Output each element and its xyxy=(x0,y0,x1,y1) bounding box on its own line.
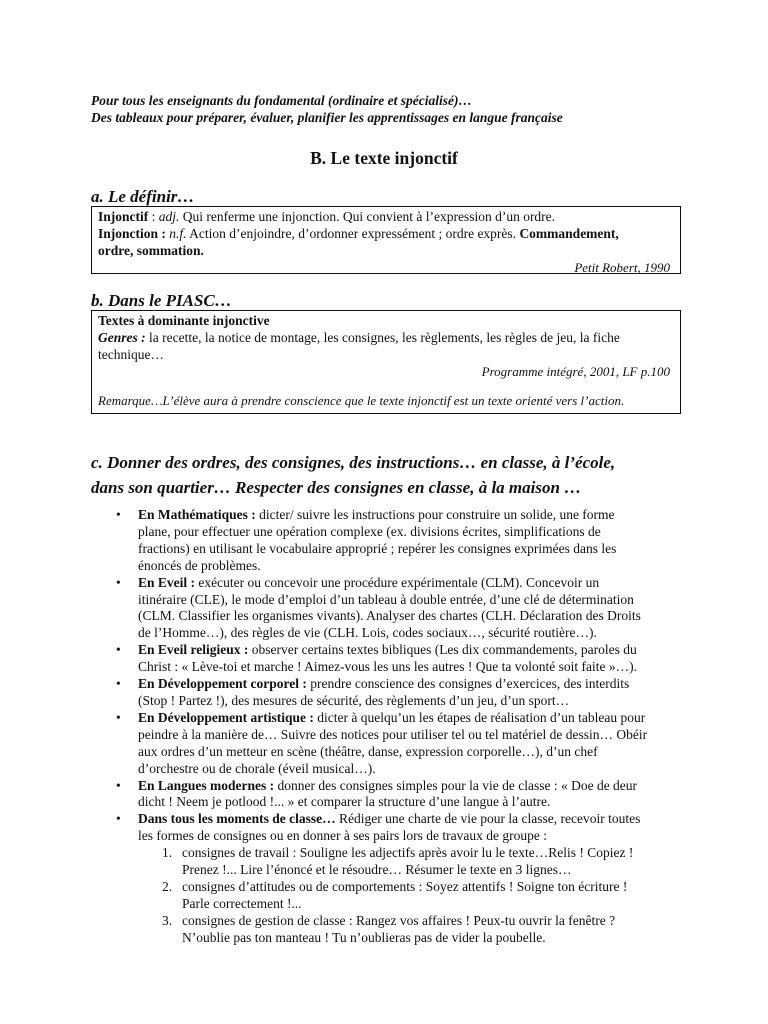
section-b-heading: b. Dans le PIASC… xyxy=(91,291,232,310)
item-label: En Mathématiques : xyxy=(138,507,256,522)
item-line: aux ordres d’un metteur en scène (théâtre, danse, expression corporelle…), d’un chef xyxy=(138,743,598,759)
subject-list xyxy=(116,507,683,947)
item-line: prendre conscience des consignes d’exercices, des interdits xyxy=(306,676,630,692)
section-c-heading xyxy=(91,450,691,500)
bullet-icon: • xyxy=(116,777,121,793)
item-line: donner des consignes simples pour la vie de classe : « Doe de deur xyxy=(274,777,638,793)
item-line: Rédiger une charte de vie pour la classe, recevoir toutes xyxy=(335,811,641,827)
item-line: itinéraire (CLE), le mode d’emploi d’un tableau à double entrée, d’une clé de détermination xyxy=(138,591,634,607)
intro-line-2: Des tableaux pour préparer, évaluer, planifier les apprentissages en langue française xyxy=(91,110,563,125)
def1-text: Qui renferme une injonction. Qui convient à l’expression d’un ordre. xyxy=(179,209,556,224)
bullet-icon: • xyxy=(116,811,121,827)
item-line: plane, pour effectuer une opération complexe (ex. divisions écrites, simplifications de xyxy=(138,523,601,539)
item-line: dicter à quelqu’un les étapes de réalisation d’un tableau pour xyxy=(313,709,646,725)
item-label: En Langues modernes : xyxy=(138,777,275,793)
item-line: peindre à la manière de… Suivre des notices pour utiliser tel ou tel matériel de dessin… Obéir xyxy=(138,726,648,742)
definition-injonction xyxy=(98,225,674,259)
list-item xyxy=(116,574,683,643)
bullet-icon: • xyxy=(116,507,121,522)
bullet-icon: • xyxy=(116,709,121,725)
item-label: En Développement artistique : xyxy=(138,709,314,725)
genres-label: Genres : xyxy=(98,330,146,345)
item-label: Dans tous les moments de classe… xyxy=(138,811,336,827)
section-c-heading-line-2: dans son quartier… Respecter des consignes en classe, à la maison … xyxy=(91,478,582,497)
list-item xyxy=(116,811,683,946)
item-line: fractions) en utilisant le vocabulaire approprié ; repérer les consignes exprimées dans les xyxy=(138,540,617,556)
def1-term: Injonctif xyxy=(98,209,149,224)
intro-line-1: Pour tous les enseignants du fondamental (ordinaire et spécialisé)… xyxy=(91,93,473,108)
piasc-source: Programme intégré, 2001, LF p.100 xyxy=(481,364,670,379)
genres-line-2: technique… xyxy=(98,347,164,362)
piasc-box xyxy=(91,310,681,414)
def1-sep: : xyxy=(148,209,159,224)
def2-term: Injonction : xyxy=(98,226,166,241)
piasc-box-title: Textes à dominante injonctive xyxy=(98,313,270,328)
sub-item-line: N’oublie pas ton manteau ! Tu n’oublieras pas de vider la poubelle. xyxy=(182,929,546,945)
list-item xyxy=(116,642,683,676)
list-item xyxy=(116,709,683,778)
intro-header xyxy=(91,92,691,126)
list-item xyxy=(116,676,683,710)
piasc-genres xyxy=(98,329,674,363)
sub-list-item xyxy=(162,845,683,879)
section-c-heading-line-1: c. Donner des ordres, des consignes, des instructions… en classe, à l’école, xyxy=(91,453,616,472)
item-line: observer certains textes bibliques (Les dix commandements, paroles du xyxy=(248,642,637,658)
piasc-remark: Remarque…L’élève aura à prendre conscience que le texte injonctif est un texte orienté vers l’action. xyxy=(98,393,625,408)
sub-item-line: consignes d’attitudes ou de comportements : Soyez attentifs ! Soigne ton écriture ! xyxy=(182,878,628,894)
item-label: En Eveil religieux : xyxy=(138,642,249,658)
sub-item-line: consignes de gestion de classe : Rangez vos affaires ! Peux-tu ouvrir la fenêtre ? xyxy=(182,912,616,928)
item-line: d’orchestre ou de chorale (éveil musical…). xyxy=(138,760,376,776)
item-line: énoncés de problèmes. xyxy=(138,557,261,573)
item-line: dicter/ suivre les instructions pour construire un solide, une forme xyxy=(255,507,615,522)
item-line: dicht ! Neem je potlood !... » et comparer la structure d’une langue à l’autre. xyxy=(138,794,551,810)
item-line: de l’Homme…), des règles de vie (CLH. Lois, codes sociaux…, sécurité routière…). xyxy=(138,625,597,641)
item-line: exécuter ou concevoir une procédure expérimentale (CLM). Concevoir un xyxy=(195,574,600,590)
sub-item-line: Parle correctement !... xyxy=(182,895,302,911)
def2-bold-b: ordre, sommation. xyxy=(98,243,204,258)
item-line: (Stop ! Partez !), des mesures de sécurité, des règlements d’un jeu, d’un sport… xyxy=(138,692,570,708)
bullet-icon: • xyxy=(116,676,121,692)
genres-line-1: la recette, la notice de montage, les consignes, les règlements, les règles de jeu, la fiche xyxy=(145,330,620,345)
bullet-icon: • xyxy=(116,642,121,658)
list-item xyxy=(116,777,683,812)
sub-item-line: consignes de travail : Souligne les adjectifs après avoir lu le texte…Relis ! Copiez ! xyxy=(182,845,634,861)
item-label: En Développement corporel : xyxy=(138,676,307,692)
definition-injonctif xyxy=(98,208,674,225)
sub-item-number: 3. xyxy=(162,912,173,928)
def2-pos: n.f. xyxy=(165,226,187,241)
sub-list-item xyxy=(162,912,683,947)
item-label: En Eveil : xyxy=(138,574,196,590)
definition-box xyxy=(91,206,681,274)
item-line: les formes de consignes ou en donner à ses pairs lors de travaux de groupe : xyxy=(138,828,548,844)
def2-text: Action d’enjoindre, d’ordonner expressément ; ordre exprès. xyxy=(186,226,520,241)
sub-item-number: 1. xyxy=(162,845,173,861)
definition-source: Petit Robert, 1990 xyxy=(574,260,670,275)
section-a-heading: a. Le définir… xyxy=(91,187,195,206)
sub-item-line: Prenez !... Lire l’énoncé et le résoudre… Résumer le texte en 3 lignes… xyxy=(182,862,572,878)
page-title: B. Le texte injonctif xyxy=(310,148,458,168)
def2-bold-a: Commandement, xyxy=(519,226,619,241)
bullet-icon: • xyxy=(116,574,121,590)
item-line: (CLM. Classifier les organismes vivants). Analyser des chartes (CLH. Déclaration des Droits xyxy=(138,608,641,624)
item-line: Christ : « Lève-toi et marche ! Aimez-vous les uns les autres ! Que ta volonté soit faite »…). xyxy=(138,659,637,675)
list-item xyxy=(116,507,683,575)
def1-pos: adj. xyxy=(158,209,180,224)
sub-list-item xyxy=(162,878,683,913)
sub-item-number: 2. xyxy=(162,878,173,894)
sub-list xyxy=(138,845,683,946)
